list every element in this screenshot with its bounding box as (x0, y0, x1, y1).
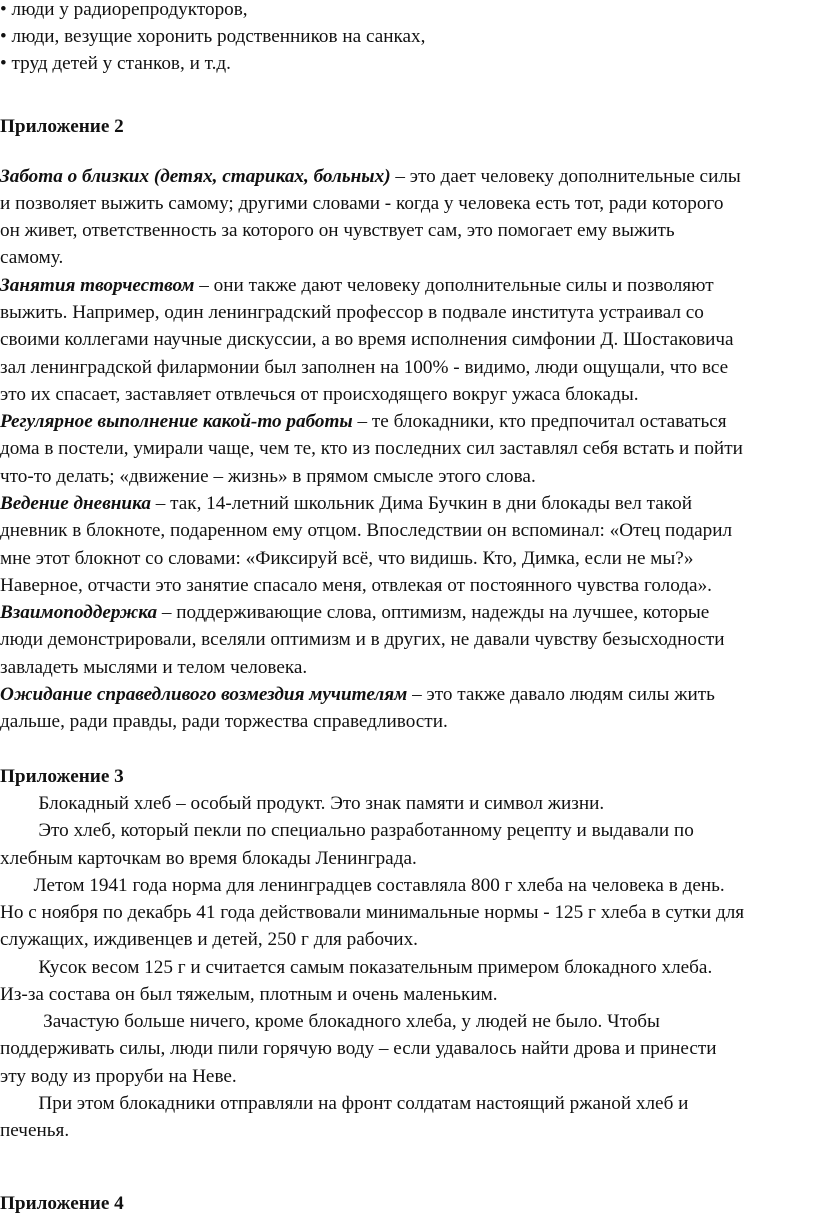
text-line (0, 381, 816, 408)
emphasis-term: Взаимоподдержка (0, 602, 158, 623)
text-line (0, 1117, 816, 1144)
text-line (0, 163, 816, 190)
text-line (0, 435, 816, 462)
text-span: – они также дают человеку дополнительные силы и позволяют (194, 275, 714, 296)
text-line (0, 0, 816, 23)
text-span: это их спасает, заставляет отвлечься от происходящего вокруг ужаса блокады. (0, 384, 639, 405)
text-span: – те блокадники, кто предпочитал оставаться (352, 411, 727, 432)
emphasis-term: Забота о близких (детях, стариках, больных) (0, 166, 391, 187)
text-line (0, 190, 816, 217)
text-line (0, 572, 816, 599)
text-line (0, 1008, 816, 1035)
text-line (0, 217, 816, 244)
text-span: что-то делать; «движение – жизнь» в прямом смысле этого слова. (0, 466, 536, 487)
section-heading (0, 763, 816, 790)
text-line (0, 490, 816, 517)
text-line (0, 1090, 816, 1117)
text-line (0, 981, 816, 1008)
text-span: печенья. (0, 1120, 70, 1141)
text-span: Приложение 4 (0, 1193, 124, 1214)
text-line (0, 244, 816, 271)
text-span: дома в постели, умирали чаще, чем те, кто из последних сил заставлял себя встать и пойти (0, 438, 743, 459)
text-span: Приложение 2 (0, 116, 124, 137)
text-span: дальше, ради правды, ради торжества справедливости. (0, 711, 448, 732)
text-span: Летом 1941 года норма для ленинградцев составляла 800 г хлеба на человека в день. (0, 875, 725, 896)
text-span: Это хлеб, который пекли по специально разработанному рецепту и выдавали по (0, 820, 694, 841)
text-line (0, 817, 816, 844)
text-line (0, 50, 816, 77)
emphasis-term: Регулярное выполнение какой-то работы (0, 411, 353, 432)
text-span: При этом блокадники отправляли на фронт солдатам настоящий ржаной хлеб и (0, 1093, 689, 1114)
text-line (0, 926, 816, 953)
text-line (0, 517, 816, 544)
text-span: – поддерживающие слова, оптимизм, надежды на лучшее, которые (157, 602, 710, 623)
text-span: Но с ноября по декабрь 41 года действовали минимальные нормы - 125 г хлеба в сутки для (0, 902, 745, 923)
text-span: служащих, иждивенцев и детей, 250 г для рабочих. (0, 929, 418, 950)
text-span: мне этот блокнот со словами: «Фиксируй всё, что видишь. Кто, Димка, если не мы?» (0, 548, 694, 569)
text-span: – так, 14-летний школьник Дима Бучкин в дни блокады вел такой (150, 493, 692, 514)
text-line (0, 599, 816, 626)
text-line (0, 708, 816, 735)
text-span: • люди у радиорепродукторов, (0, 0, 248, 20)
text-span: и позволяет выжить самому; другими словами - когда у человека есть тот, ради которого (0, 193, 724, 214)
text-span: – это дает человеку дополнительные силы (390, 166, 741, 187)
text-span: зал ленинградской филармонии был заполнен на 100% - видимо, люди ощущали, что все (0, 357, 729, 378)
text-span: • люди, везущие хоронить родственников на санках, (0, 26, 426, 47)
text-span: дневник в блокноте, подаренном ему отцом. Впоследствии он вспоминал: «Отец подарил (0, 520, 733, 541)
text-line (0, 272, 816, 299)
text-line (0, 654, 816, 681)
text-span: выжить. Например, один ленинградский профессор в подвале института устраивал со (0, 302, 704, 323)
text-span: своими коллегами научные дискуссии, а во время исполнения симфонии Д. Шостаковича (0, 329, 734, 350)
emphasis-term: Ожидание справедливого возмездия мучителям (0, 684, 408, 705)
text-span: люди демонстрировали, вселяли оптимизм и в других, не давали чувству безысходности (0, 629, 725, 650)
text-line (0, 463, 816, 490)
text-span: поддерживать силы, люди пили горячую воду – если удавалось найти дрова и принести (0, 1038, 717, 1059)
text-span: Из-за состава он был тяжелым, плотным и очень маленьким. (0, 984, 498, 1005)
text-line (0, 299, 816, 326)
text-span: – это также давало людям силы жить (407, 684, 715, 705)
text-line (0, 954, 816, 981)
text-span: самому. (0, 247, 64, 268)
text-span: Кусок весом 125 г и считается самым показательным примером блокадного хлеба. (0, 957, 713, 978)
text-line (0, 899, 816, 926)
text-span: эту воду из проруби на Неве. (0, 1066, 237, 1087)
text-line (0, 408, 816, 435)
text-line (0, 845, 816, 872)
text-span: он живет, ответственность за которого он чувствует сам, это помогает ему выжить (0, 220, 675, 241)
emphasis-term: Занятия творчеством (0, 275, 195, 296)
text-line (0, 545, 816, 572)
text-span: Зачастую больше ничего, кроме блокадного хлеба, у людей не было. Чтобы (0, 1011, 660, 1032)
text-span: завладеть мыслями и телом человека. (0, 657, 308, 678)
text-line (0, 1063, 816, 1090)
text-line (0, 681, 816, 708)
text-span: Блокадный хлеб – особый продукт. Это знак памяти и символ жизни. (0, 793, 605, 814)
section-heading (0, 113, 816, 140)
text-line (0, 354, 816, 381)
text-line (0, 626, 816, 653)
section-heading (0, 1190, 816, 1217)
text-line (0, 790, 816, 817)
emphasis-term: Ведение дневника (0, 493, 151, 514)
text-line (0, 1035, 816, 1062)
text-line (0, 23, 816, 50)
text-line (0, 326, 816, 353)
text-span: хлебным карточкам во время блокады Ленинграда. (0, 848, 417, 869)
text-span: Приложение 3 (0, 766, 124, 787)
text-span: • труд детей у станков, и т.д. (0, 53, 231, 74)
text-span: Наверное, отчасти это занятие спасало меня, отвлекая от постоянного чувства голода». (0, 575, 712, 596)
text-line (0, 872, 816, 899)
